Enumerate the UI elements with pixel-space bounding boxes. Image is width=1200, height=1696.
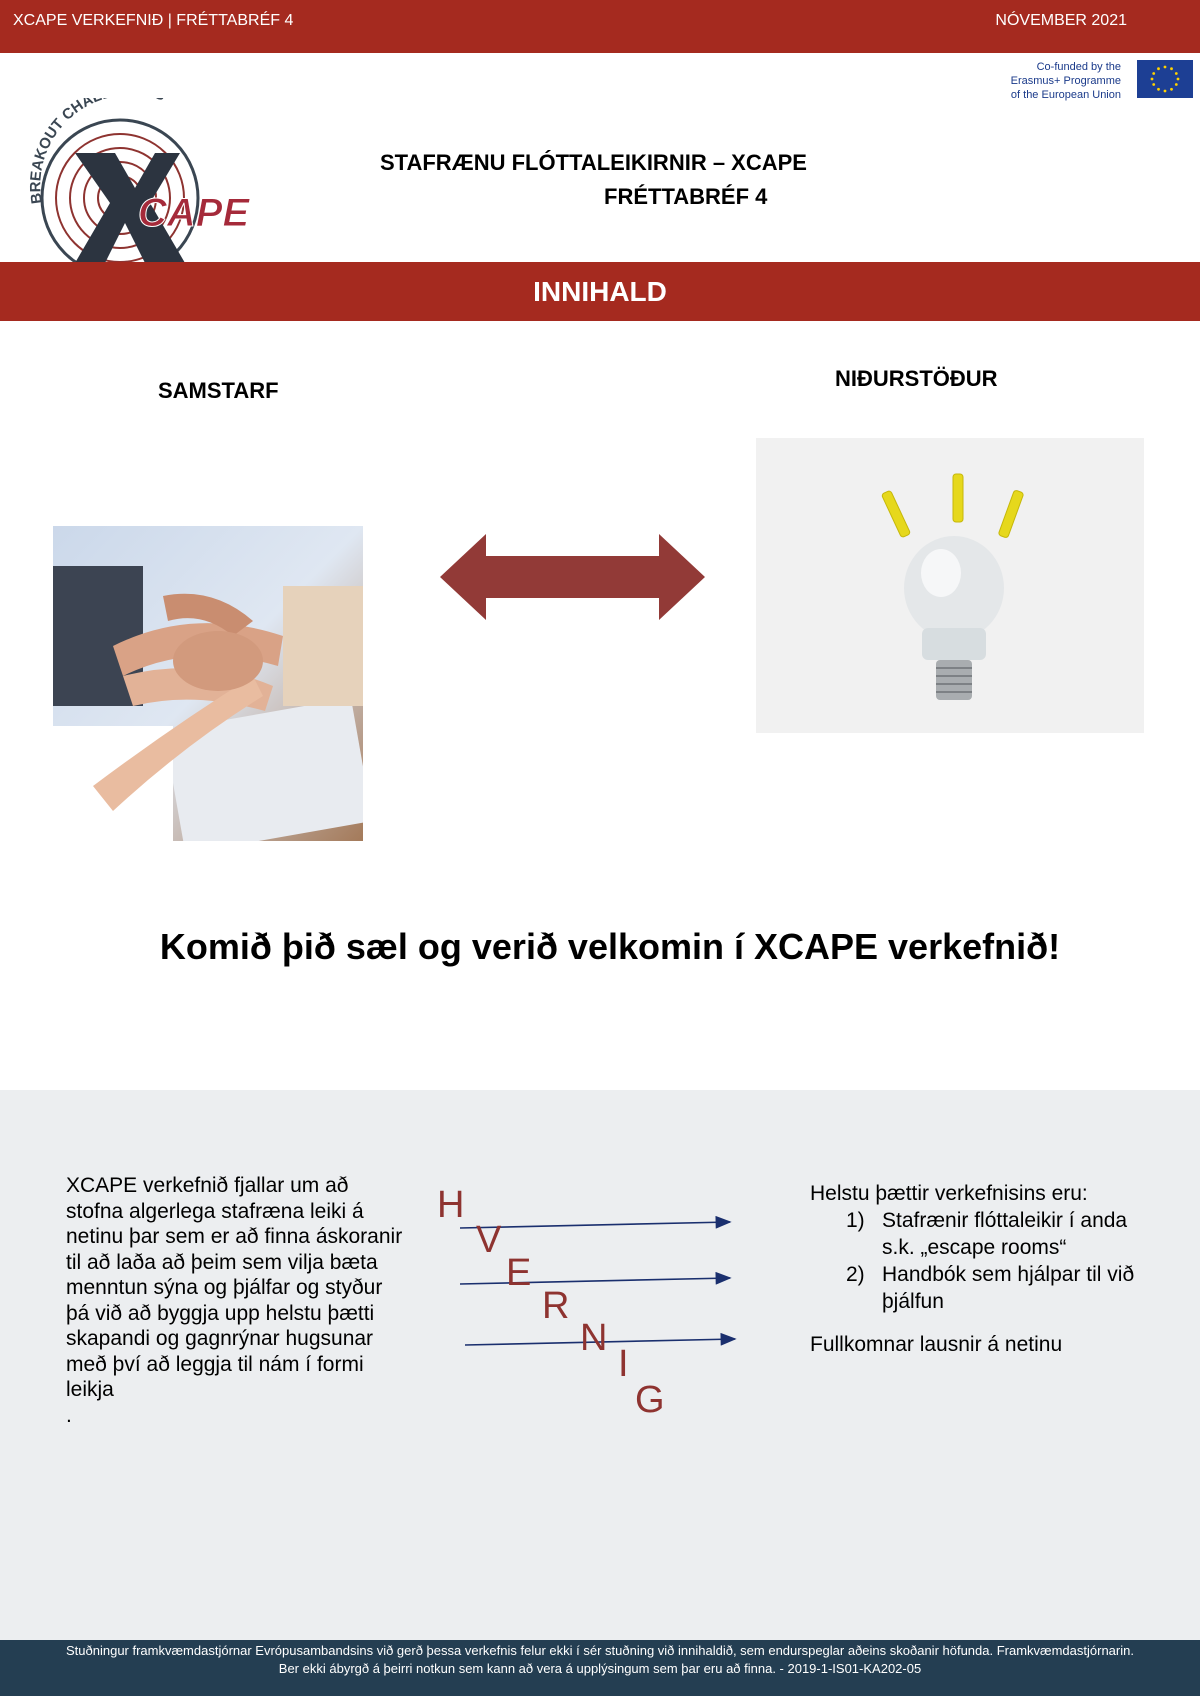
- newsletter-title: [380, 146, 1000, 214]
- xcape-logo-icon: [20, 98, 260, 263]
- section-label-collaboration: SAMSTARF: [158, 378, 279, 403]
- list-item: [810, 1207, 1150, 1261]
- welcome-heading: Komið þið sæl og verið velkomin í XCAPE verkefnið!: [159, 926, 1061, 967]
- eu-flag-icon: [1137, 60, 1193, 98]
- features-heading: Helstu þættir verkefnisins eru:: [810, 1182, 1088, 1205]
- eu-notice-line: Erasmus+ Programme: [1010, 75, 1121, 87]
- disclaimer-line-2: Ber ekki ábyrgð á þeirri notkun sem kann að vera á upplýsingum sem þar eru að finna. - 2019-1-IS01-KA202-05: [278, 1661, 922, 1676]
- header-project-label: XCAPE VERKEFNIÐ | FRÉTTABRÉF 4: [13, 12, 294, 29]
- how-letter: V: [476, 1219, 502, 1261]
- list-item-text: Handbók sem hjálpar til við þjálfun: [882, 1263, 1135, 1313]
- section-label-results: NIÐURSTÖÐUR: [835, 366, 998, 391]
- top-header-bar: [0, 0, 1200, 53]
- features-items: [810, 1207, 1150, 1315]
- intro-text: XCAPE verkefnið fjallar um að stofna algerlega stafræna leiki á netinu þar sem er að finna áskoranir til að laða að þeim sem vilja bæta menntun sýna og þjálfar og styður þá við að byggja upp helstu þætti skapandi og gagnrýnar hugsunar með því að leggja til nám í formi leikja: [66, 1174, 403, 1401]
- intro-paragraph: [66, 1173, 411, 1428]
- intro-trailing-dot: .: [66, 1403, 72, 1427]
- logo-ring-text: BREAKOUT CHA: [27, 98, 96, 205]
- how-letter: E: [506, 1252, 532, 1294]
- lightbulb-photo: [756, 438, 1144, 733]
- features-summary: Fullkomnar lausnir á netinu: [810, 1333, 1063, 1356]
- how-letter: R: [542, 1285, 570, 1327]
- list-item-number: 2): [846, 1263, 865, 1286]
- list-item: [810, 1261, 1150, 1315]
- eu-notice-line: of the European Union: [1010, 89, 1121, 101]
- eu-notice-line: Co-funded by the: [1036, 61, 1121, 73]
- how-letter: N: [580, 1317, 608, 1359]
- contents-band: INNIHALD: [0, 262, 1200, 321]
- xcape-logo: [20, 98, 260, 263]
- how-letter: H: [437, 1184, 465, 1226]
- how-diagram: [430, 1180, 750, 1420]
- list-item-number: 1): [846, 1209, 865, 1232]
- list-item-text: Stafrænir flóttaleikir í anda s.k. „escape rooms“: [882, 1209, 1128, 1259]
- disclaimer-line-1: Stuðningur framkvæmdastjórnar Evrópusambandsins við gerð þessa verkefnis felur ekki í sér stuðning við innihaldið, sem endurspeglar aðeins skoðanir höfunda. Framkvæmdastjórnarin.: [66, 1643, 1134, 1658]
- logo-brand-text: CAPE: [138, 191, 250, 235]
- lightbulb-icon: [756, 438, 1144, 733]
- double-arrow-icon: [440, 534, 705, 620]
- how-letter: G: [635, 1379, 665, 1420]
- how-arrow-line: [460, 1278, 730, 1284]
- header-date: NÓVEMBER 2021: [995, 12, 1127, 29]
- eu-cofunding-notice: [993, 58, 1193, 104]
- title-line-1: STAFRÆNU FLÓTTALEIKIRNIR – XCAPE: [380, 150, 807, 175]
- eu-notice-text: [981, 60, 1121, 102]
- disclaimer-footer: [0, 1640, 1200, 1696]
- features-list: [810, 1180, 1150, 1358]
- hands-teamwork-photo: [53, 526, 363, 841]
- title-line-2: FRÉTTABRÉF 4: [604, 184, 768, 209]
- hands-teamwork-icon: [53, 526, 363, 841]
- how-letter: I: [618, 1343, 629, 1385]
